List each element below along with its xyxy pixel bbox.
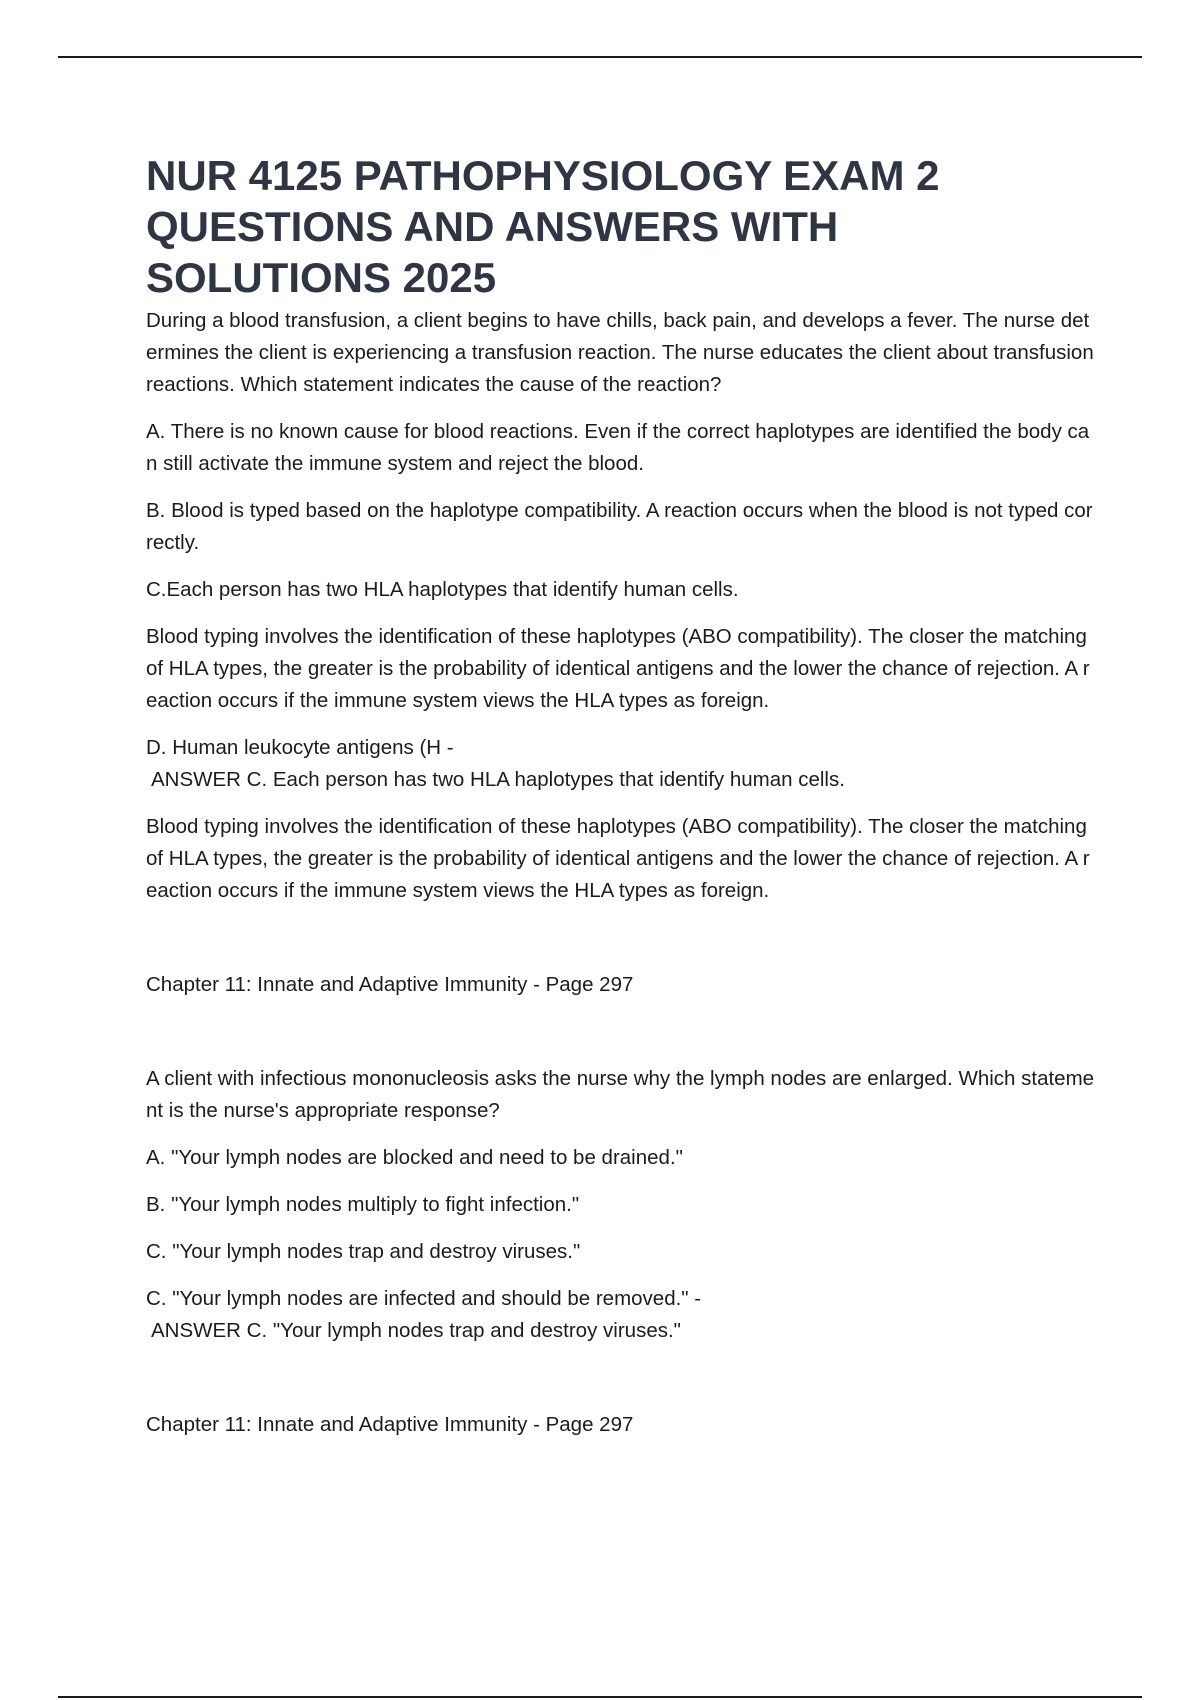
question-2-reference: Chapter 11: Innate and Adaptive Immunity - Page 297	[146, 1413, 634, 1436]
question-1-reference: Chapter 11: Innate and Adaptive Immunity - Page 297	[146, 973, 634, 996]
question-1-answer: ANSWER C. Each person has two HLA haplotypes that identify human cells.	[151, 768, 845, 791]
question-2-option-b: B. "Your lymph nodes multiply to fight infection."	[146, 1193, 580, 1216]
bottom-rule	[58, 1696, 1142, 1698]
top-rule	[58, 56, 1142, 58]
question-1-option-d: D. Human leukocyte antigens (H -	[146, 736, 454, 759]
question-2-option-a: A. "Your lymph nodes are blocked and need to be drained."	[146, 1146, 683, 1169]
document-title	[146, 150, 1096, 303]
question-2-text: A client with infectious mononucleosis asks the nurse why the lymph nodes are enlarged. Which statement is the nurse's appropriate response?	[146, 1067, 1095, 1122]
question-2-option-c: C. "Your lymph nodes trap and destroy viruses."	[146, 1240, 581, 1263]
question-1-option-c-detail: Blood typing involves the identification of these haplotypes (ABO compatibility). The closer the matching of HLA types, the greater is the probability of identical antigens and the lower the chance of rejection. A reaction occurs if the immune system views the HLA types as foreign.	[146, 625, 1090, 712]
question-1-rationale: Blood typing involves the identification of these haplotypes (ABO compatibility). The closer the matching of HLA types, the greater is the probability of identical antigens and the lower the chance of rejection. A reaction occurs if the immune system views the HLA types as foreign.	[146, 815, 1090, 902]
question-2-option-d: C. "Your lymph nodes are infected and should be removed." -	[146, 1287, 702, 1310]
question-1-option-a: A. There is no known cause for blood reactions. Even if the correct haplotypes are identified the body can still activate the immune system and reject the blood.	[146, 420, 1090, 475]
question-1-option-b: B. Blood is typed based on the haplotype compatibility. A reaction occurs when the blood is not typed correctly.	[146, 499, 1093, 554]
document-body	[146, 150, 1096, 1441]
question-1-text: During a blood transfusion, a client begins to have chills, back pain, and develops a fever. The nurse determines the client is experiencing a transfusion reaction. The nurse educates the client about transfusion reactions. Which statement indicates the cause of the reaction?	[146, 309, 1094, 396]
question-1-option-c: C.Each person has two HLA haplotypes that identify human cells.	[146, 578, 739, 601]
title-line-1: NUR 4125 PATHOPHYSIOLOGY EXAM 2	[146, 152, 940, 199]
title-line-3: SOLUTIONS 2025	[146, 254, 497, 301]
question-1	[146, 305, 1096, 1001]
question-2-answer: ANSWER C. "Your lymph nodes trap and destroy viruses."	[151, 1319, 681, 1342]
title-line-2: QUESTIONS AND ANSWERS WITH	[146, 203, 839, 250]
question-2	[146, 1063, 1096, 1441]
